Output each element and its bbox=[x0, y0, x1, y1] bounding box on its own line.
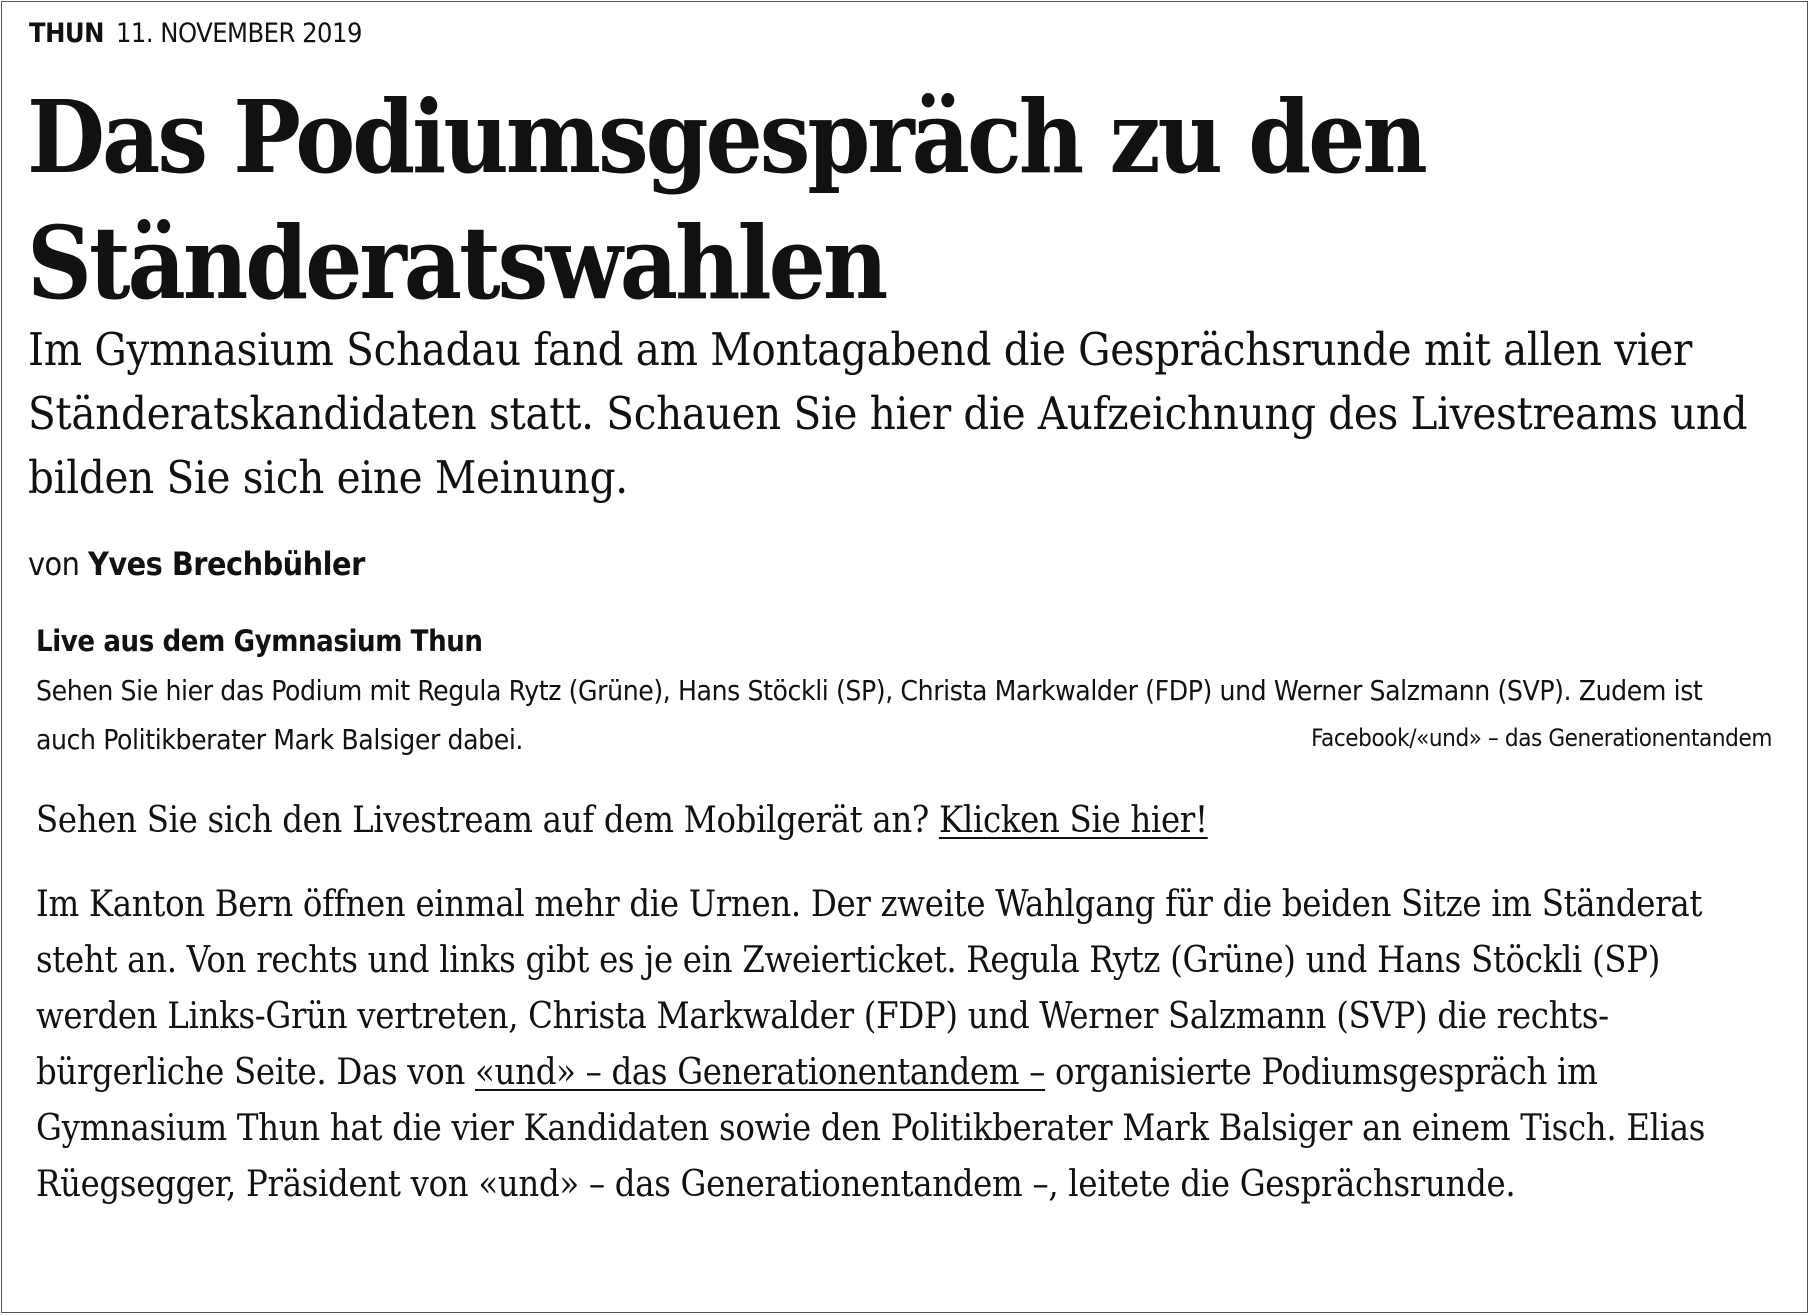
author-name[interactable]: Yves Brechbühler bbox=[88, 545, 365, 583]
body-text-part-1: Im Kanton Bern öffnen einmal mehr die Urnen. Der zweite Wahlgang für die beiden Sitze im Ständerat steht an. Von rechts und links gibt es je ein Zweierticket. Regula Rytz (Grüne) und Hans Stöckli (SP) werden Links-Grün vertreten, Christa Markwalder (FDP) und Werner Salzmann (SVP) die rechts-bürgerliche Seite. Das von bbox=[36, 884, 1703, 1093]
video-title: Live aus dem Gymnasium Thun bbox=[36, 624, 483, 658]
mobile-note-text: Sehen Sie sich den Livestream auf dem Mobilgerät an? bbox=[36, 800, 929, 841]
organizer-link[interactable]: «und» – das Generationentandem – bbox=[475, 1052, 1046, 1093]
video-caption: Sehen Sie hier das Podium mit Regula Rytz (Grüne), Hans Stöckli (SP), Christa Markwalder (FDP) und Werner Salzmann (SVP). Zudem ist auch Politikberater Mark Balsiger dabei. bbox=[36, 674, 1703, 756]
body-paragraph bbox=[36, 877, 1776, 1213]
body-text-part-2: organisierte Podiumsgespräch im Gymnasium Thun hat die vier Kandidaten sowie den Politikberater Mark Balsiger an einem Tisch. Elias Rüegsegger, Präsident von «und» – das Generationentandem –, leitete die Gesprächsrunde. bbox=[36, 1052, 1706, 1205]
video-credit: Facebook/«und» – das Generationentandem bbox=[1311, 724, 1772, 752]
article-frame bbox=[1, 1, 1808, 1313]
headline: Das Podiumsgespräch zu den Ständeratswahlen bbox=[27, 78, 1425, 322]
video-caption-box bbox=[36, 620, 1772, 760]
dateline-date: 11. NOVEMBER 2019 bbox=[115, 18, 362, 49]
dateline-location: THUN bbox=[29, 18, 104, 49]
mobile-stream-link[interactable]: Klicken Sie hier! bbox=[938, 800, 1208, 841]
mobile-note bbox=[36, 793, 1208, 849]
byline-prefix: von bbox=[28, 545, 80, 583]
byline bbox=[28, 542, 365, 586]
dateline bbox=[29, 16, 362, 52]
lead-paragraph: Im Gymnasium Schadau fand am Montagabend die Gesprächsrunde mit allen vier Ständeratskandidaten statt. Schauen Sie hier die Aufzeichnung des Livestreams und bilden Sie sich eine Meinung. bbox=[28, 323, 1748, 504]
